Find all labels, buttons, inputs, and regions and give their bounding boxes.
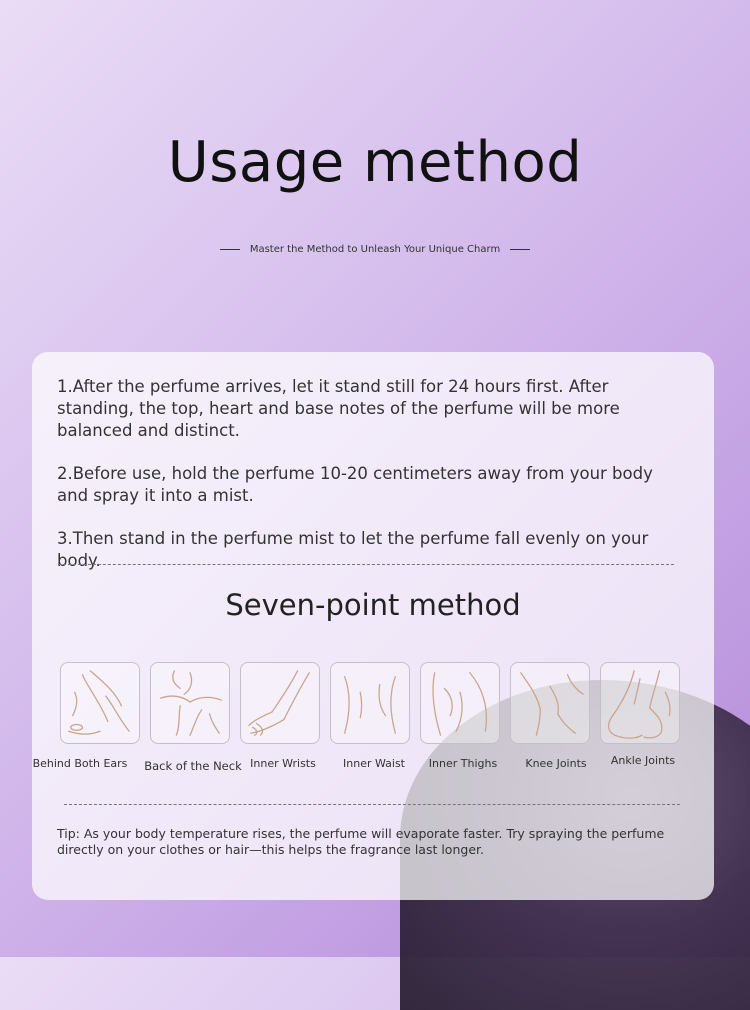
point-label-thighs: Inner Thighs [428, 757, 498, 770]
subtitle-row [0, 244, 750, 255]
point-label-neck: Back of the Neck [144, 759, 242, 773]
step-2: 2.Before use, hold the perfume 10-20 centimeters away from your body and spray it into a mist. [57, 464, 653, 505]
subtitle-right-line [510, 249, 530, 250]
step-1: 1.After the perfume arrives, let it stand still for 24 hours first. After standing, the top, heart and base notes of the perfume will be more balanced and distinct. [57, 377, 620, 440]
point-label-wrists: Inner Wrists [250, 757, 316, 770]
tip-text: Tip: As your body temperature rises, the perfume will evaporate faster. Try spraying the perfume directly on your clothes or hair—this helps the fragrance last longer. [57, 826, 665, 857]
steps-list [57, 376, 677, 593]
wrist-icon [240, 662, 320, 744]
step-3: 3.Then stand in the perfume mist to let the perfume fall evenly on your body. [57, 529, 649, 570]
neck-back-icon [150, 662, 230, 744]
point-label-waist: Inner Waist [343, 757, 405, 770]
instructions-card [32, 352, 714, 900]
point-label-ears: Behind Both Ears [32, 757, 128, 770]
waist-icon [330, 662, 410, 744]
divider-bottom [64, 804, 680, 805]
page-subtitle: Master the Method to Unleash Your Unique Charm [249, 244, 501, 255]
point-label-ankles: Ankle Joints [610, 754, 676, 767]
knee-icon [510, 662, 590, 744]
point-label-knees: Knee Joints [525, 757, 587, 770]
section-title: Seven-point method [225, 588, 521, 622]
ear-neck-icon [60, 662, 140, 744]
thigh-icon [420, 662, 500, 744]
subtitle-left-line [220, 249, 240, 250]
divider-top [58, 564, 674, 565]
points-icons-row [32, 662, 690, 773]
page-title: Usage method [167, 130, 583, 195]
ankle-icon [600, 662, 680, 744]
